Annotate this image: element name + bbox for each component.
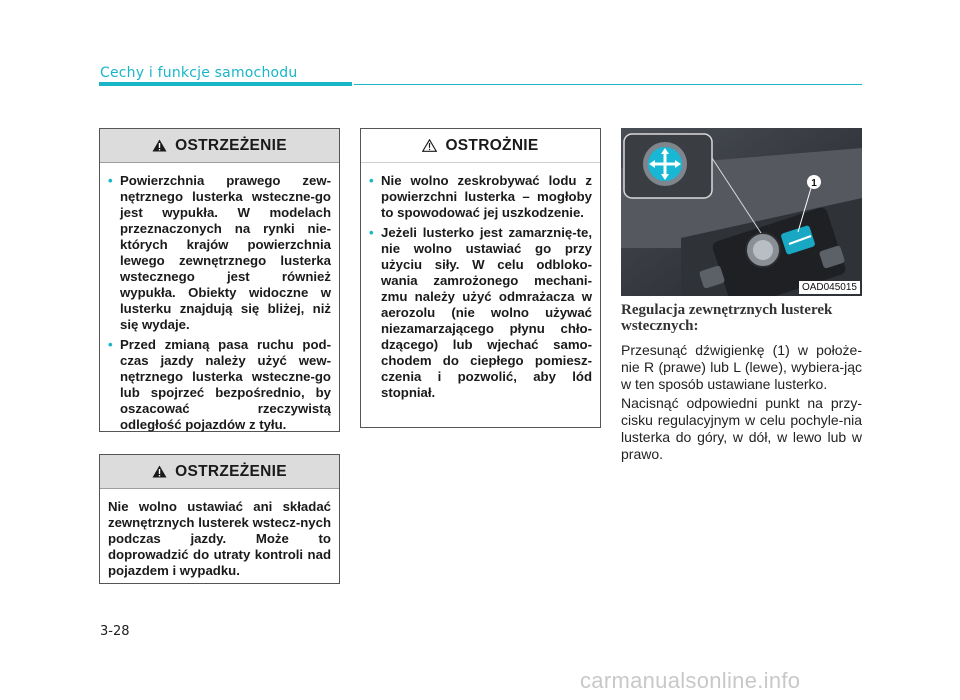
caution-box-ice (360, 128, 601, 428)
caution-title: OSTROŻNIE (445, 136, 539, 154)
warning-box-mirror-convex (99, 128, 340, 432)
adjustment-heading: Regulacja zewnętrznych lusterek wstecznych: (621, 302, 833, 334)
warning-title: OSTRZEŻENIE (175, 462, 287, 480)
warning-text: Nie wolno ustawiać ani składać zewnętrznych lusterek wstecz-nych podczas jazdy. Może to doprowadzić do utraty kontroli nad pojazdem i wypadku. (108, 499, 331, 578)
warning-item: • Przed zmianą pasa ruchu pod-czas jazdy należy użyć wew-nętrznego lusterka wsteczne-go lub spojrzeć bezpośrednio, by oszacować rzeczywistą odległość pojazdów z tyłu. (108, 337, 331, 433)
door-panel-illustration (621, 128, 862, 296)
watermark: carmanualsonline.info (580, 668, 801, 693)
warning-body (100, 163, 339, 445)
warning-item: • Powierzchnia prawego zew-nętrznego lusterka wsteczne-go jest wypukła. W modelach przeznaczonych na rynki nie-których krajów powierzchnia lewego zewnętrznego lusterka wstecznego jest również wypukła. Obiekty widoczne w lusterku znajdują się bliżej, niż się wydaje. (108, 173, 331, 333)
warning-header (100, 129, 339, 163)
caution-body (361, 163, 600, 413)
warning-header (100, 455, 339, 489)
warning-box-no-adjust-driving (99, 454, 340, 584)
header-rule (354, 84, 862, 85)
warning-title: OSTRZEŻENIE (175, 136, 287, 154)
mirror-control-photo (621, 128, 862, 296)
section-title: Cechy i funkcje samochodu (100, 65, 298, 81)
adjustment-paragraph-1: Przesunąć dźwigienkę (1) w położe-nie R (prawe) lub L (lewe), wybiera-jąc w ten sposób ustawiane lusterko. (621, 342, 862, 392)
figure-code: OAD045015 (799, 281, 860, 294)
warning-body (100, 489, 339, 587)
warning-triangle-icon (152, 139, 167, 152)
header-accent-bar (99, 82, 352, 86)
adjustment-paragraph-2: Nacisnąć odpowiedni punkt na przy-cisku regulacyjnym w celu pochyle-nia lusterka do góry, w dół, w lewo lub w prawo. (621, 395, 862, 462)
caution-item: • Nie wolno zeskrobywać lodu z powierzchni lusterka – mogłoby to spowodować jej uszkodzenie. (369, 173, 592, 221)
caution-item: • Jeżeli lusterko jest zamarznię-te, nie wolno ustawiać go przy użyciu siły. W celu odbloko-wania zamrożonego mechani-zmu należy użyć odmrażacza w aerozolu (nie wolno używać niezamarzającego płynu chło-dzącego) lub wjechać samo-chodem do ciepłego pomiesz-czenia i pozwolić, aby lód stopniał. (369, 225, 592, 401)
caution-header (361, 129, 600, 163)
warning-triangle-icon (152, 465, 167, 478)
caution-triangle-icon (422, 139, 437, 152)
page-number: 3-28 (100, 624, 130, 639)
callout-number: 1 (811, 178, 817, 189)
